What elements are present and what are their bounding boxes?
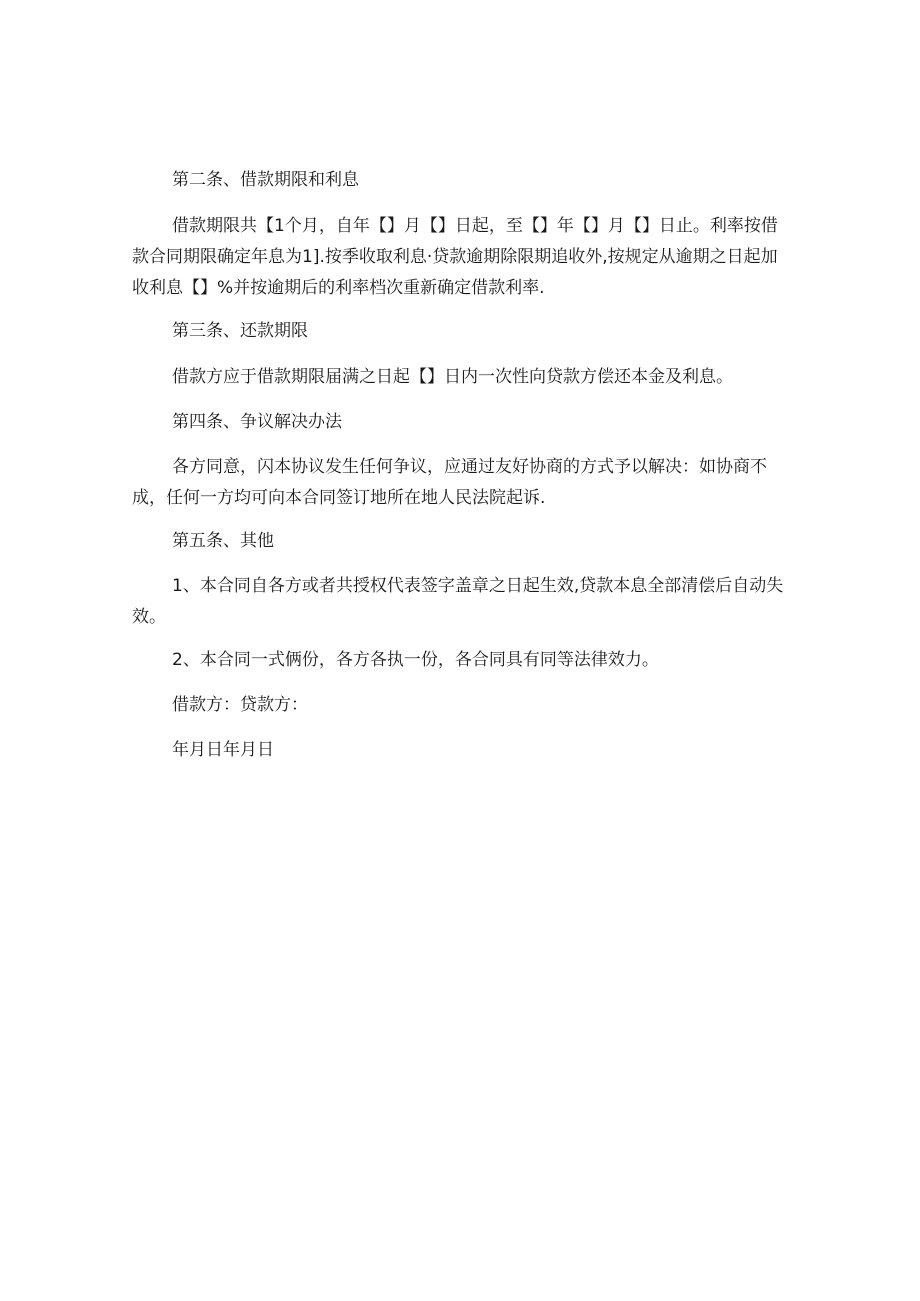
paragraph-dispute-resolution: 各方同意，闪本协议发生任何争议，应通过友好协商的方式予以解决：如协商不成，任何一方均可向本合同签订地所在地人民法院起诉. [132,457,767,508]
signature-dates: 年月日年月日 [172,740,274,760]
section-heading-article-2: 第二条、借款期限和利息 [172,170,359,190]
paragraph-copies: 2、本合同一式俩份，各方各执一份，各合同具有同等法律效力。 [172,650,659,670]
paragraph-repayment: 借款方应于借款期限届满之日起【】日内一次性向贷款方偿还本金及利息。 [172,367,733,387]
paragraph-effectiveness: 1、本合同自各方或者共授权代表签字盖章之日起生效,贷款本息全部清偿后自动失效。 [132,576,784,627]
section-heading-article-4: 第四条、争议解决办法 [172,412,342,432]
signature-parties: 借款方：贷款方： [172,695,308,715]
document-body [132,165,792,780]
paragraph-loan-term-interest: 借款期限共【1个月，自年【】月【】日起，至【】年【】月【】日止。利率按借款合同期限确定年息为1].按季收取利息·贷款逾期除限期追收外,按规定从逾期之日起加收利息【】%并按逾期后的利率档次重新确定借款利率. [132,216,778,298]
section-heading-article-5: 第五条、其他 [172,531,274,551]
section-heading-article-3: 第三条、还款期限 [172,321,308,341]
